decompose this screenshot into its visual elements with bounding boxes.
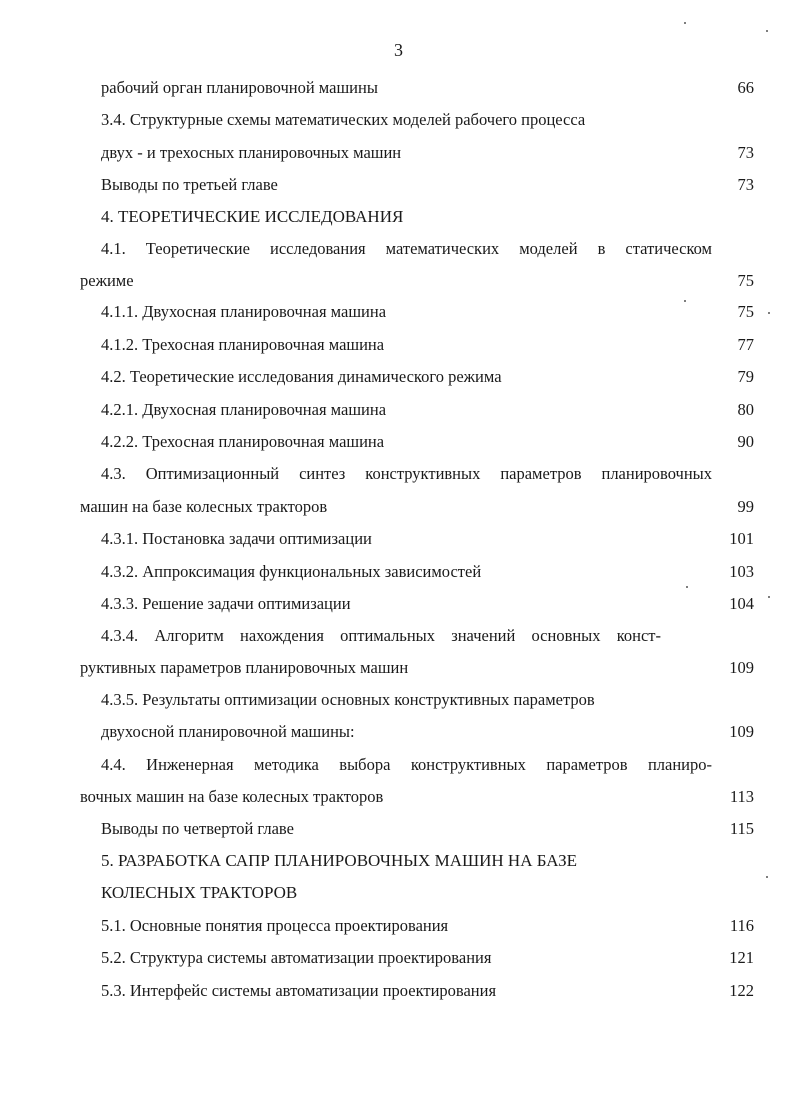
toc-entry-text: 4.3.2. Аппроксимация функциональных зависимостей [101,562,482,581]
toc-entry-page: 73 [737,175,754,194]
toc-entry-text: 5.2. Структура системы автоматизации проектирования [101,948,492,967]
scan-speck [768,312,770,314]
toc-entry-text: 4.2. Теоретические исследования динамического режима [101,367,502,386]
toc-entry-page: 121 [729,948,754,967]
toc-entry-page: 122 [729,981,754,1000]
toc-entry-page: 103 [729,562,754,581]
toc-entry-text: 4.1.2. Трехосная планировочная машина [101,335,385,354]
page-number: 3 [394,40,403,60]
toc-entry-text: 3.4. Структурные схемы математических моделей рабочего процесса [101,110,586,129]
toc-entry-text: 4. ТЕОРЕТИЧЕСКИЕ ИССЛЕДОВАНИЯ [101,207,404,226]
toc-entry-page: 99 [737,497,754,516]
toc-entry-text: Выводы по третьей главе [101,175,278,194]
scan-speck [768,596,770,598]
toc-entry-page: 116 [729,916,754,935]
toc-entry-text: вочных машин на базе колесных тракторов [80,787,384,806]
scan-speck [766,876,768,878]
scan-speck [684,300,686,302]
toc-entry-text: рабочий орган планировочной машины [101,78,378,97]
toc-entry-text: 4.2.1. Двухосная планировочная машина [101,400,387,419]
toc-entry-page: 80 [737,400,754,419]
toc-entry-text: КОЛЕСНЫХ ТРАКТОРОВ [101,883,298,902]
toc-entry-text: руктивных параметров планировочных машин [80,658,409,677]
toc-entry-text: двух - и трехосных планировочных машин [101,143,402,162]
scan-speck [686,586,688,588]
toc-entry-text: 4.3.3. Решение задачи оптимизации [101,594,351,613]
toc-entry-page: 113 [729,787,754,806]
toc-entry-page: 104 [729,594,754,613]
toc-entry-text: режиме [80,271,134,290]
toc-entry-text: 4.2.2. Трехосная планировочная машина [101,432,385,451]
toc-entry-page: 75 [737,302,754,321]
toc-entry-page: 90 [737,432,754,451]
toc-entry-page: 115 [729,819,754,838]
toc-entry-page: 66 [737,78,754,97]
scan-speck [684,22,686,24]
toc-entry-page: 101 [729,529,754,548]
toc-entry-text: 4.1. Теоретические исследования математических моделей в статическом [101,239,712,258]
toc-entry-text: двухосной планировочной машины: [101,722,355,741]
toc-entry-page: 79 [737,367,754,386]
toc-entry-page: 75 [737,271,754,290]
toc-entry-text: 5.3. Интерфейс системы автоматизации проектирования [101,981,497,1000]
toc-entry-page: 109 [729,658,754,677]
scan-speck [766,30,768,32]
toc-entry-text: 5. РАЗРАБОТКА САПР ПЛАНИРОВОЧНЫХ МАШИН НА БАЗЕ [101,851,578,870]
toc-entry-text: 4.1.1. Двухосная планировочная машина [101,302,387,321]
toc-entry-page: 109 [729,722,754,741]
toc-entry-text: 4.4. Инженерная методика выбора конструктивных параметров планиро- [101,755,712,774]
toc-entry-text: 4.3. Оптимизационный синтез конструктивных параметров планировочных [101,464,712,483]
toc-entry-text: 4.3.4. Алгоритм нахождения оптимальных значений основных конст- [101,626,661,645]
toc-entry-page: 77 [737,335,754,354]
toc-entry-text: Выводы по четвертой главе [101,819,294,838]
toc-entry-page: 73 [737,143,754,162]
toc-entry-text: 4.3.1. Постановка задачи оптимизации [101,529,372,548]
toc-entry-text: 5.1. Основные понятия процесса проектирования [101,916,449,935]
toc-entry-text: машин на базе колесных тракторов [80,497,328,516]
toc-entry-text: 4.3.5. Результаты оптимизации основных конструктивных параметров [101,690,595,709]
